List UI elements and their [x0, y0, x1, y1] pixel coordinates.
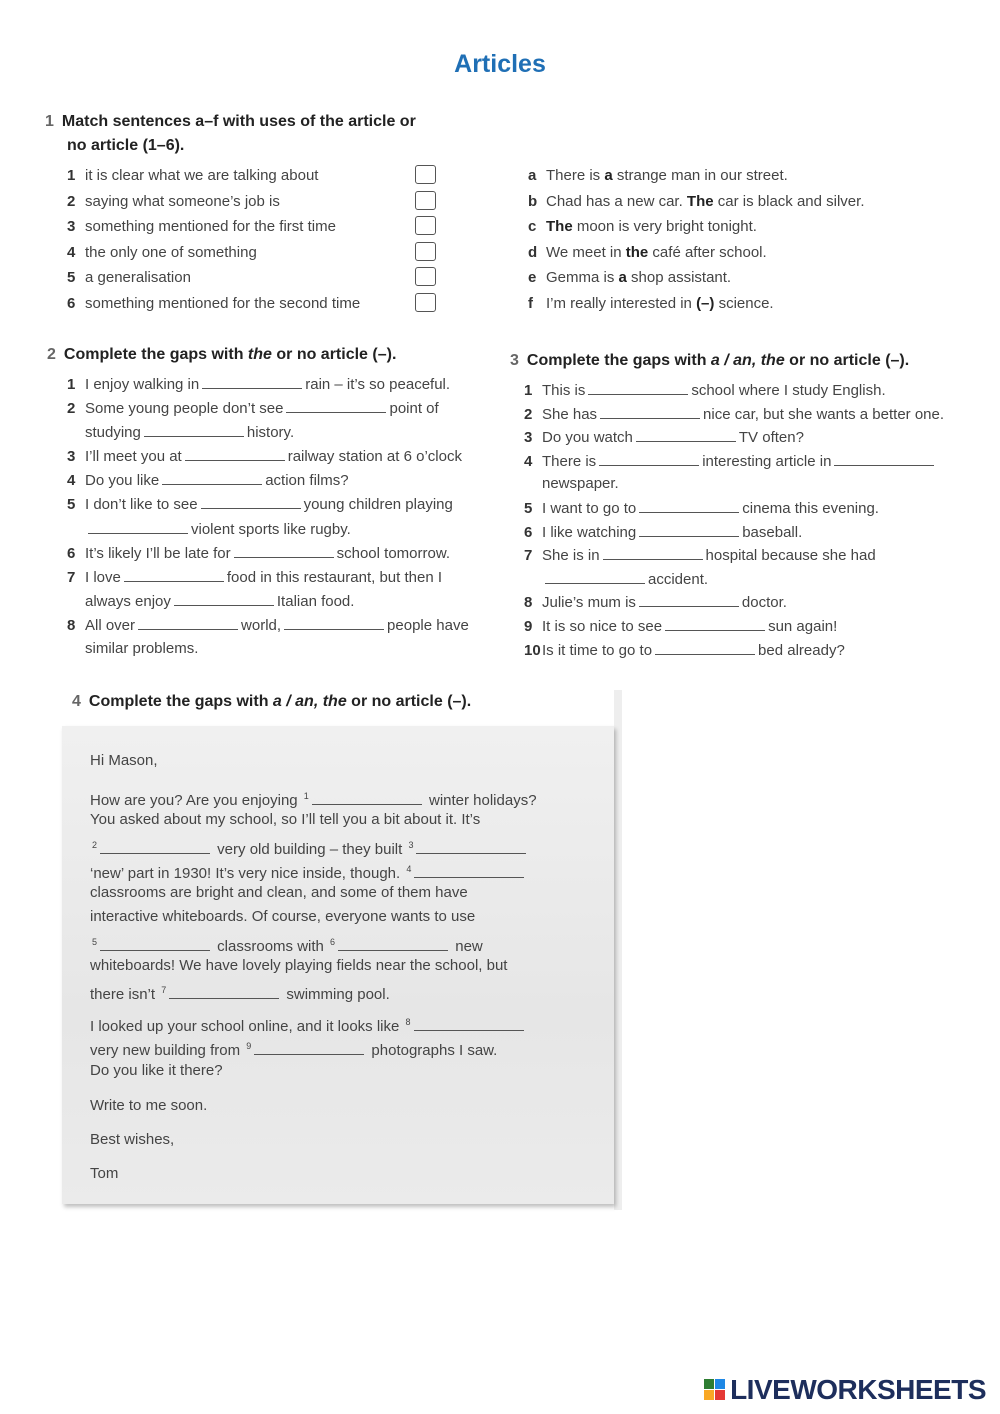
gap-number: 9 [246, 1041, 252, 1052]
item-text: saying what someone’s job is [85, 192, 280, 210]
exercise-line [67, 565, 469, 589]
answer-gap[interactable] [338, 934, 448, 951]
ex3-heading-b: or no article (–). [784, 352, 910, 369]
item-number: 5 [67, 496, 76, 514]
line-text: It’s likely I’ll be late for [85, 544, 231, 562]
exercise-line [67, 420, 469, 444]
exercise-line [524, 614, 944, 638]
answer-gap[interactable] [639, 590, 739, 607]
answer-checkbox[interactable] [415, 191, 436, 210]
item-number: 3 [524, 429, 533, 447]
letter-line [90, 1034, 527, 1058]
letter-text: ‘new’ part in 1930! It’s very nice inside, though. [90, 864, 405, 882]
sentence-pre: Chad has a new car. [546, 192, 687, 210]
sentence-article: the [625, 243, 649, 261]
item-text: the only one of something [85, 243, 257, 261]
line-text: I enjoy walking in [85, 376, 200, 393]
line-text: She has [542, 405, 598, 423]
answer-gap[interactable] [100, 934, 210, 951]
answer-gap[interactable] [284, 613, 384, 630]
letter-text: classrooms are bright and clean, and some of them have [90, 884, 468, 902]
item-number: 4 [524, 452, 533, 470]
item-number: 3 [67, 218, 76, 235]
item-number: 8 [67, 616, 76, 634]
exercise-line [524, 590, 944, 614]
item-number: 2 [67, 192, 76, 210]
exercise-line [67, 372, 469, 396]
letter-line [90, 930, 537, 954]
line-text: studying [85, 424, 141, 442]
letter-text: I looked up your school online, and it looks like [90, 1018, 404, 1035]
ex2-heading-italic: the [247, 346, 272, 363]
exercise-line [524, 496, 944, 520]
answer-gap[interactable] [414, 1014, 524, 1031]
letter-edge [614, 690, 622, 1210]
letter-text: photographs I saw. [367, 1042, 498, 1060]
line-text: I like watching [542, 523, 637, 541]
sentence-post: café after school. [648, 243, 767, 261]
item-text: something mentioned for the second time [85, 294, 361, 312]
answer-gap[interactable] [636, 425, 736, 442]
gap-number: 8 [405, 1017, 411, 1027]
item-number: 5 [524, 499, 533, 517]
ex4-heading-b: or no article (–). [346, 693, 472, 710]
answer-gap[interactable] [414, 861, 524, 878]
line-text: Italian food. [276, 592, 355, 610]
answer-gap[interactable] [88, 517, 188, 534]
line-text: accident. [648, 570, 709, 588]
line-text: point of [389, 400, 439, 418]
exercise-line [67, 444, 469, 468]
ex1-sentences-list [528, 164, 865, 317]
line-text: food in this restaurant, but then I [226, 568, 442, 586]
line-text: Is it time to go to [542, 641, 653, 659]
answer-gap[interactable] [201, 492, 301, 509]
ex1-sentence-item [528, 190, 865, 216]
answer-gap[interactable] [312, 788, 422, 805]
answer-checkbox[interactable] [415, 293, 436, 312]
letter-text: new [451, 937, 483, 955]
page-title: Articles [454, 50, 546, 78]
exercise-line [67, 637, 469, 661]
answer-gap[interactable] [185, 444, 285, 461]
item-number: 6 [524, 523, 533, 541]
letter-line [90, 954, 537, 978]
line-text: action films? [265, 472, 349, 490]
line-text: All over [85, 616, 136, 634]
ex2-heading-a: Complete the gaps with [63, 346, 248, 363]
item-letter: f [528, 294, 533, 312]
ex4-heading-italic: a / an, the [272, 693, 347, 710]
line-text: This is [542, 382, 586, 399]
sentence-article: (–) [696, 294, 715, 312]
item-letter: e [528, 269, 537, 286]
letter-line [90, 833, 537, 857]
answer-gap[interactable] [234, 541, 334, 558]
ex2-heading [47, 343, 396, 367]
letter-line [90, 1059, 527, 1083]
letter-text: winter holidays? [424, 792, 537, 809]
letter-signature: Tom [90, 1165, 119, 1182]
item-number: 9 [524, 617, 533, 635]
answer-gap[interactable] [138, 613, 238, 630]
exercise-line [524, 543, 944, 567]
exercise-line [67, 492, 469, 516]
line-text: Do you watch [542, 429, 633, 447]
item-number: 1 [67, 376, 76, 393]
line-text: rain – it’s so peaceful. [305, 376, 451, 393]
ex1-use-item [67, 215, 360, 241]
letter-line [90, 905, 537, 929]
letter-line [90, 808, 537, 832]
gap-number: 1 [303, 791, 309, 801]
exercise-line [67, 517, 469, 541]
exercise-line [524, 472, 944, 496]
ex3-lines [524, 378, 944, 661]
ex1-sentence-item [528, 215, 865, 241]
item-number: 7 [67, 568, 76, 586]
letter-greeting: Hi Mason, [90, 752, 158, 769]
gap-number: 7 [161, 985, 167, 996]
answer-gap[interactable] [665, 614, 765, 631]
exercise-line [524, 425, 944, 449]
line-text: hospital because she had [705, 547, 876, 565]
ex3-number: 3 [510, 352, 519, 369]
exercise-line [67, 613, 469, 637]
ex1-use-item [67, 292, 360, 318]
sentence-post: car is black and silver. [713, 192, 865, 210]
gap-number: 5 [92, 936, 98, 947]
line-text: school where I study English. [691, 382, 886, 399]
gap-number: 4 [406, 863, 412, 874]
answer-gap[interactable] [603, 543, 703, 560]
exercise-line [524, 567, 944, 591]
line-text: railway station at 6 o’clock [287, 448, 462, 466]
item-number: 10 [524, 641, 541, 659]
item-number: 2 [524, 405, 533, 423]
letter-text: classrooms with [213, 937, 329, 955]
line-text: There is [542, 452, 597, 470]
letter-text: Do you like it there? [90, 1061, 223, 1079]
answer-checkbox[interactable] [415, 267, 436, 286]
line-text: TV often? [738, 429, 804, 447]
sentence-pre: There is [546, 167, 605, 184]
line-text: nice car, but she wants a better one. [703, 405, 945, 423]
ex1-use-item [67, 164, 360, 190]
ex4-number: 4 [72, 693, 81, 710]
ex4-heading [72, 690, 471, 714]
exercise-line [67, 541, 469, 565]
line-text: young children playing [303, 496, 453, 514]
letter-text: very new building from [90, 1042, 245, 1060]
item-number: 2 [67, 400, 76, 418]
ex2-heading-b: or no article (–). [271, 346, 397, 363]
item-text: a generalisation [85, 269, 191, 286]
sentence-pre: I’m really interested in [546, 294, 697, 312]
line-text: newspaper. [542, 475, 619, 493]
item-number: 4 [67, 472, 76, 490]
ex1-heading-line1: Match sentences a–f with uses of the article or [61, 113, 416, 130]
sentence-article: The [546, 218, 573, 235]
answer-checkbox[interactable] [415, 242, 436, 261]
line-text: Julie’s mum is [542, 594, 636, 612]
sentence-article: a [604, 167, 613, 184]
item-number: 5 [67, 269, 76, 286]
letter-text: there isn’t [90, 986, 160, 1004]
ex1-number: 1 [45, 113, 54, 130]
item-letter: c [528, 218, 537, 235]
line-text: similar problems. [85, 640, 199, 658]
item-number: 1 [524, 382, 533, 399]
answer-gap[interactable] [599, 449, 699, 466]
answer-gap[interactable] [202, 372, 302, 389]
ex1-sentence-item [528, 164, 865, 190]
ex1-uses-list [67, 164, 360, 317]
line-text: always enjoy [85, 592, 171, 610]
exercise-line [524, 378, 944, 402]
item-number: 7 [524, 547, 533, 565]
answer-gap[interactable] [124, 565, 224, 582]
line-text: Some young people don’t see [85, 400, 284, 418]
brand-text: LIVEWORKSHEETS [730, 1374, 986, 1405]
ex3-heading-a: Complete the gaps with [526, 352, 711, 369]
ex1-sentence-item [528, 292, 865, 318]
sentence-post: moon is very bright tonight. [572, 218, 757, 235]
ex1-sentence-item [528, 241, 865, 267]
ex3-heading [510, 349, 909, 373]
answer-gap[interactable] [162, 468, 262, 485]
answer-checkbox[interactable] [415, 165, 436, 184]
answer-gap[interactable] [655, 638, 755, 655]
item-number: 6 [67, 544, 76, 562]
letter-text: You asked about my school, so I’ll tell you a bit about it. It’s [90, 811, 481, 829]
line-text: interesting article in [702, 452, 832, 470]
exercise-line [524, 638, 944, 662]
line-text: baseball. [742, 523, 803, 541]
sentence-post: science. [714, 294, 774, 312]
line-text: I love [85, 568, 121, 586]
line-text: cinema this evening. [742, 499, 879, 517]
brand-logo[interactable] [704, 1374, 986, 1406]
letter-text: whiteboards! We have lovely playing fields near the school, but [90, 957, 508, 975]
exercise-line [524, 402, 944, 426]
letter-line [90, 1010, 527, 1034]
ex4-heading-a: Complete the gaps with [88, 693, 273, 710]
line-text: I’ll meet you at [85, 448, 182, 466]
sentence-pre: We meet in [546, 243, 626, 261]
ex1-heading-line2: no article (1–6). [67, 137, 185, 154]
answer-gap[interactable] [416, 837, 526, 854]
exercise-line [524, 520, 944, 544]
letter-line [90, 978, 537, 1002]
exercise-line [67, 396, 469, 420]
ex1-use-item [67, 190, 360, 216]
sentence-article: a [618, 269, 627, 286]
answer-gap[interactable] [254, 1038, 364, 1055]
ex2-lines [67, 372, 469, 661]
line-text: history. [246, 424, 295, 442]
line-text: people have [387, 616, 469, 634]
letter-closing-1: Write to me soon. [90, 1097, 208, 1114]
gap-number: 6 [330, 936, 336, 947]
gap-number: 2 [92, 839, 98, 850]
brand-grid-icon [704, 1379, 726, 1401]
line-text: She is in [542, 547, 600, 565]
letter-paragraph-2 [90, 1010, 527, 1083]
answer-gap[interactable] [144, 420, 244, 437]
item-letter: d [528, 243, 538, 261]
line-text: school tomorrow. [336, 544, 451, 562]
letter-text: interactive whiteboards. Of course, everyone wants to use [90, 908, 476, 926]
sentence-post: shop assistant. [626, 269, 732, 286]
exercise-line [67, 468, 469, 492]
item-number: 4 [67, 243, 76, 261]
letter-line [90, 784, 537, 808]
ex1-sentence-item [528, 266, 865, 292]
answer-gap[interactable] [100, 837, 210, 854]
ex1-use-item [67, 266, 360, 292]
line-text: doctor. [741, 594, 787, 612]
line-text: I don’t like to see [85, 496, 198, 514]
letter-text: swimming pool. [282, 986, 390, 1004]
line-text: sun again! [768, 617, 838, 635]
item-number: 6 [67, 294, 76, 312]
ex1-heading [45, 110, 416, 158]
item-letter: b [528, 192, 538, 210]
line-text: Do you like [85, 472, 160, 490]
answer-gap[interactable] [286, 396, 386, 413]
item-number: 1 [67, 167, 76, 184]
sentence-post: strange man in our street. [612, 167, 788, 184]
answer-gap[interactable] [600, 402, 700, 419]
ex1-use-item [67, 241, 360, 267]
answer-checkbox[interactable] [415, 216, 436, 235]
letter-text: very old building – they built [213, 840, 407, 858]
sentence-pre: Gemma is [546, 269, 619, 286]
gap-number: 3 [408, 839, 414, 850]
item-text: it is clear what we are talking about [85, 167, 319, 184]
exercise-line [524, 449, 944, 473]
answer-gap[interactable] [834, 449, 934, 466]
line-text: bed already? [758, 641, 845, 659]
answer-gap[interactable] [639, 496, 739, 513]
ex3-heading-italic: a / an, the [710, 352, 785, 369]
line-text: world, [241, 616, 282, 634]
answer-gap[interactable] [169, 982, 279, 999]
letter-paragraph-1 [90, 784, 537, 1003]
answer-gap[interactable] [174, 589, 274, 606]
item-letter: a [528, 167, 537, 184]
line-text: I want to go to [542, 499, 637, 517]
letter-text: How are you? Are you enjoying [90, 792, 302, 809]
answer-gap[interactable] [545, 567, 645, 584]
item-number: 3 [67, 448, 76, 466]
answer-gap[interactable] [639, 520, 739, 537]
letter-line [90, 881, 537, 905]
item-text: something mentioned for the first time [85, 218, 336, 235]
letter-closing-2: Best wishes, [90, 1131, 175, 1148]
letter-line [90, 857, 537, 881]
line-text: violent sports like rugby. [191, 520, 351, 538]
ex2-number: 2 [47, 346, 56, 363]
line-text: It is so nice to see [542, 617, 663, 635]
exercise-line [67, 589, 469, 613]
sentence-article: The [686, 192, 714, 210]
answer-gap[interactable] [588, 378, 688, 395]
item-number: 8 [524, 594, 533, 612]
